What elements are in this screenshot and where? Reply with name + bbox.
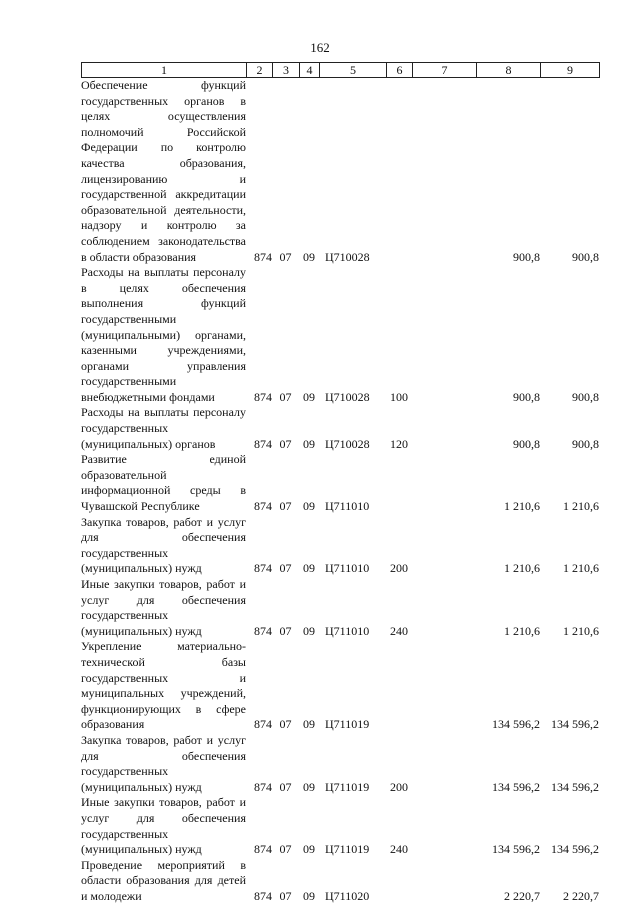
row-name: Расходы на выплаты персоналу в целях обеспечения выполнения функций государственными (муниципальными) органами, казенными учреждениями, органами управления государственными внебюджетными фондами <box>81 265 246 404</box>
row-section-code: 07 <box>279 888 292 903</box>
table-row <box>81 515 599 577</box>
row-subsection-code: 09 <box>303 249 315 264</box>
row-target-article: Ц710028 <box>325 249 370 264</box>
row-section-code: 07 <box>279 779 292 794</box>
row-ministry-code: 874 <box>254 717 272 732</box>
row-expense-type: 120 <box>390 436 408 451</box>
row-section-code: 07 <box>279 389 292 404</box>
row-amount-2: 1 210,6 <box>563 499 599 514</box>
row-target-article: Ц711010 <box>325 499 370 514</box>
row-name: Иные закупки товаров, работ и услуг для обеспечения государственных (муниципальных) нужд <box>81 795 246 857</box>
row-ministry-code: 874 <box>254 389 272 404</box>
row-target-article: Ц711010 <box>325 561 370 576</box>
row-section-code: 07 <box>279 499 292 514</box>
table-row <box>81 733 599 795</box>
row-ministry-code: 874 <box>254 623 272 638</box>
row-ministry-code: 874 <box>254 888 272 903</box>
row-subsection-code: 09 <box>303 623 315 638</box>
row-target-article: Ц710028 <box>325 436 370 451</box>
row-ministry-code: 874 <box>254 436 272 451</box>
row-expense-type: 240 <box>390 842 408 857</box>
row-amount-2: 134 596,2 <box>551 779 599 794</box>
header-cell-2: 2 <box>247 63 273 78</box>
table-row <box>81 858 599 905</box>
table-header <box>81 62 600 78</box>
header-cell-8: 8 <box>477 63 541 78</box>
row-target-article: Ц711019 <box>325 779 370 794</box>
table-row <box>81 639 599 733</box>
row-ministry-code: 874 <box>254 499 272 514</box>
row-amount-1: 134 596,2 <box>492 779 540 794</box>
row-section-code: 07 <box>279 561 292 576</box>
row-amount-2: 1 210,6 <box>563 623 599 638</box>
row-expense-type: 240 <box>390 623 408 638</box>
header-cell-6: 6 <box>387 63 413 78</box>
row-subsection-code: 09 <box>303 779 315 794</box>
header-cell-4: 4 <box>300 63 320 78</box>
row-ministry-code: 874 <box>254 249 272 264</box>
table-row <box>81 577 599 639</box>
row-target-article: Ц710028 <box>325 389 370 404</box>
row-subsection-code: 09 <box>303 389 315 404</box>
table-row <box>81 795 599 857</box>
row-name: Расходы на выплаты персоналу государственных (муниципальных) органов <box>81 405 246 451</box>
table-row <box>81 78 599 265</box>
row-amount-2: 134 596,2 <box>551 842 599 857</box>
row-amount-1: 134 596,2 <box>492 717 540 732</box>
row-amount-2: 900,8 <box>572 436 599 451</box>
row-section-code: 07 <box>279 717 292 732</box>
row-name: Иные закупки товаров, работ и услуг для обеспечения государственных (муниципальных) нужд <box>81 577 246 638</box>
row-ministry-code: 874 <box>254 779 272 794</box>
row-expense-type: 200 <box>390 779 408 794</box>
row-section-code: 07 <box>279 623 292 638</box>
row-amount-1: 1 210,6 <box>504 623 540 638</box>
row-amount-2: 2 220,7 <box>563 888 599 903</box>
table-row <box>81 265 599 405</box>
row-target-article: Ц711020 <box>325 888 370 903</box>
row-section-code: 07 <box>279 436 292 451</box>
header-cell-9: 9 <box>541 63 600 78</box>
row-amount-2: 1 210,6 <box>563 561 599 576</box>
row-amount-1: 2 220,7 <box>504 888 540 903</box>
row-ministry-code: 874 <box>254 561 272 576</box>
row-name: Закупка товаров, работ и услуг для обеспечения государственных (муниципальных) нужд <box>81 514 246 576</box>
row-amount-1: 1 210,6 <box>504 499 540 514</box>
header-cell-5: 5 <box>320 63 387 78</box>
row-name: Обеспечение функций государственных органов в целях осуществления полномочий Российской Федерации по контролю качества образования, лицензированию и государственной аккредитации образовательной деятельности, надзору и контролю за соблюдением законодательства в области образования <box>81 78 246 264</box>
row-section-code: 07 <box>279 842 292 857</box>
page-number: 162 <box>310 40 330 55</box>
row-expense-type: 100 <box>390 389 408 404</box>
row-subsection-code: 09 <box>303 717 315 732</box>
row-target-article: Ц711019 <box>325 842 370 857</box>
row-amount-1: 900,8 <box>513 389 540 404</box>
row-subsection-code: 09 <box>303 842 315 857</box>
table-row <box>81 452 599 514</box>
row-amount-1: 900,8 <box>513 249 540 264</box>
row-subsection-code: 09 <box>303 561 315 576</box>
row-subsection-code: 09 <box>303 499 315 514</box>
row-amount-1: 900,8 <box>513 436 540 451</box>
row-target-article: Ц711010 <box>325 623 370 638</box>
row-ministry-code: 874 <box>254 842 272 857</box>
row-subsection-code: 09 <box>303 888 315 903</box>
row-amount-1: 134 596,2 <box>492 842 540 857</box>
header-cell-7: 7 <box>413 63 477 78</box>
table-body <box>81 78 599 904</box>
row-name: Закупка товаров, работ и услуг для обеспечения государственных (муниципальных) нужд <box>81 732 246 794</box>
row-expense-type: 200 <box>390 561 408 576</box>
row-section-code: 07 <box>279 249 292 264</box>
header-cell-1: 1 <box>82 63 247 78</box>
row-name: Проведение мероприятий в области образования для детей и молодежи <box>81 857 246 903</box>
row-amount-2: 900,8 <box>572 389 599 404</box>
table-row <box>81 405 599 452</box>
row-name: Развитие единой образовательной информационной среды в Чувашской Республике <box>81 452 246 514</box>
row-subsection-code: 09 <box>303 436 315 451</box>
row-amount-1: 1 210,6 <box>504 561 540 576</box>
header-cell-3: 3 <box>273 63 300 78</box>
row-amount-2: 900,8 <box>572 249 599 264</box>
row-name: Укрепление материально-технической базы государственных и муниципальных учреждений, функционирующих в сфере образования <box>81 639 246 732</box>
row-amount-2: 134 596,2 <box>551 717 599 732</box>
row-target-article: Ц711019 <box>325 717 370 732</box>
